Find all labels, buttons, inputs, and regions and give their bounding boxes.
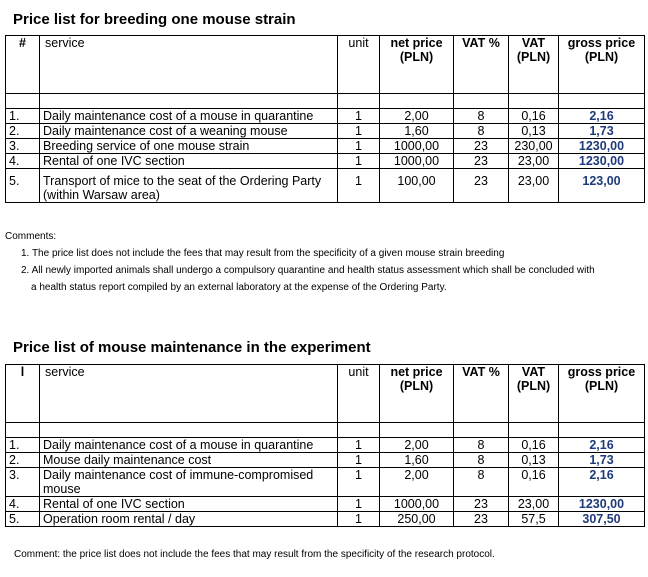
- table-cell: 5.: [6, 169, 40, 203]
- table-cell: 1230,00: [559, 497, 645, 512]
- table-cell: 0,16: [509, 109, 559, 124]
- table-cell: 2,00: [380, 109, 454, 124]
- header-net-price: net price (PLN): [380, 365, 454, 423]
- header-service: service: [40, 36, 338, 94]
- table-cell: [338, 423, 380, 438]
- table-cell: [454, 423, 509, 438]
- table-cell: [559, 94, 645, 109]
- header-vat-pct: VAT %: [454, 36, 509, 94]
- table-cell: [6, 423, 40, 438]
- table-cell: [559, 423, 645, 438]
- table-cell: 307,50: [559, 512, 645, 527]
- table-row: [6, 468, 645, 497]
- table-cell: 230,00: [509, 139, 559, 154]
- table-cell: 3.: [6, 139, 40, 154]
- header-unit: unit: [338, 365, 380, 423]
- table-cell: 1.: [6, 438, 40, 453]
- table-cell: 23,00: [509, 169, 559, 203]
- table-cell: 1: [338, 468, 380, 497]
- table-cell: 4.: [6, 497, 40, 512]
- table-cell: [380, 94, 454, 109]
- table-cell: 8: [454, 124, 509, 139]
- comments-section: [5, 228, 595, 296]
- table-cell: 5.: [6, 512, 40, 527]
- header-gross-price: gross price (PLN): [559, 36, 645, 94]
- table-row: [6, 109, 645, 124]
- spacer-row: [6, 423, 645, 438]
- table-cell: Daily maintenance cost of a mouse in quarantine: [40, 438, 338, 453]
- header-num: #: [6, 36, 40, 94]
- table-cell: 23: [454, 169, 509, 203]
- table-cell: 2,00: [380, 468, 454, 497]
- table-cell: [454, 94, 509, 109]
- table-cell: 1: [338, 438, 380, 453]
- table-cell: 1: [338, 154, 380, 169]
- table-cell: 1: [338, 453, 380, 468]
- breeding-price-table: [5, 35, 645, 203]
- table-cell: [509, 423, 559, 438]
- comment-item-1: 1. The price list does not include the fees that may result from the specificity of a given mouse strain breeding: [21, 248, 505, 259]
- table-cell: 1: [338, 109, 380, 124]
- table-cell: 23: [454, 139, 509, 154]
- table-cell: 1,73: [559, 124, 645, 139]
- table-cell: 100,00: [380, 169, 454, 203]
- table-cell: 2.: [6, 124, 40, 139]
- table-cell: 1,60: [380, 124, 454, 139]
- table-row: [6, 497, 645, 512]
- table-cell: 23: [454, 154, 509, 169]
- table-cell: 2,00: [380, 438, 454, 453]
- table2-title: Price list of mouse maintenance in the experiment: [13, 339, 371, 356]
- header-vat: VAT (PLN): [509, 365, 559, 423]
- table-cell: 8: [454, 438, 509, 453]
- maintenance-price-table: [5, 364, 645, 527]
- table-cell: 2,16: [559, 109, 645, 124]
- table-cell: 0,13: [509, 453, 559, 468]
- table-cell: 57,5: [509, 512, 559, 527]
- header-gross-price: gross price (PLN): [559, 365, 645, 423]
- table-cell: 1,60: [380, 453, 454, 468]
- spacer-row: [6, 94, 645, 109]
- table-cell: [40, 94, 338, 109]
- table-row: [6, 124, 645, 139]
- table-cell: Daily maintenance cost of a mouse in quarantine: [40, 109, 338, 124]
- table-cell: 0,16: [509, 468, 559, 497]
- table-cell: 250,00: [380, 512, 454, 527]
- table-row: [6, 139, 645, 154]
- header-vat-pct: VAT %: [454, 365, 509, 423]
- table-cell: [6, 94, 40, 109]
- table-cell: Operation room rental / day: [40, 512, 338, 527]
- table-cell: Daily maintenance cost of immune-compromised mouse: [40, 468, 338, 497]
- table-cell: Breeding service of one mouse strain: [40, 139, 338, 154]
- table-cell: 23: [454, 512, 509, 527]
- table-cell: Transport of mice to the seat of the Ordering Party (within Warsaw area): [40, 169, 338, 203]
- comments-label: Comments:: [5, 231, 57, 242]
- table-cell: 1: [338, 497, 380, 512]
- table-header-row: [6, 365, 645, 423]
- table-cell: 1000,00: [380, 154, 454, 169]
- table-cell: 23,00: [509, 497, 559, 512]
- header-vat: VAT (PLN): [509, 36, 559, 94]
- table-cell: Mouse daily maintenance cost: [40, 453, 338, 468]
- table-cell: 1230,00: [559, 154, 645, 169]
- table-cell: [40, 423, 338, 438]
- table-cell: 23: [454, 497, 509, 512]
- table-cell: 0,13: [509, 124, 559, 139]
- table-cell: 23,00: [509, 154, 559, 169]
- table1-title: Price list for breeding one mouse strain: [13, 11, 296, 28]
- header-service: service: [40, 365, 338, 423]
- table-row: [6, 438, 645, 453]
- table-cell: 1000,00: [380, 497, 454, 512]
- table-cell: 1: [338, 139, 380, 154]
- table-row: [6, 453, 645, 468]
- table-cell: 123,00: [559, 169, 645, 203]
- table-cell: 0,16: [509, 438, 559, 453]
- comment-item-2: 2. All newly imported animals shall undergo a compulsory quarantine and health status assessment which shall be concluded with: [21, 265, 595, 276]
- table-cell: 8: [454, 109, 509, 124]
- table-cell: 2,16: [559, 438, 645, 453]
- table-cell: [380, 423, 454, 438]
- table-cell: Daily maintenance cost of a weaning mouse: [40, 124, 338, 139]
- table-cell: 1: [338, 169, 380, 203]
- table-row: [6, 169, 645, 203]
- comment-item-2-cont: a health status report compiled by an external laboratory at the expense of the Ordering Party.: [31, 282, 447, 293]
- comment-research-protocol: Comment: the price list does not include the fees that may result from the specificity of the research protocol.: [14, 549, 495, 560]
- header-num: l: [6, 365, 40, 423]
- table-row: [6, 512, 645, 527]
- header-unit: unit: [338, 36, 380, 94]
- table-cell: 1000,00: [380, 139, 454, 154]
- table-cell: [509, 94, 559, 109]
- table-cell: 4.: [6, 154, 40, 169]
- table-cell: 2.: [6, 453, 40, 468]
- table-cell: 1: [338, 124, 380, 139]
- table-cell: 1: [338, 512, 380, 527]
- table-cell: Rental of one IVC section: [40, 154, 338, 169]
- table-cell: 1,73: [559, 453, 645, 468]
- table-cell: Rental of one IVC section: [40, 497, 338, 512]
- header-net-price: net price (PLN): [380, 36, 454, 94]
- table-cell: 1.: [6, 109, 40, 124]
- table-cell: 2,16: [559, 468, 645, 497]
- table-cell: 3.: [6, 468, 40, 497]
- table-row: [6, 154, 645, 169]
- table-cell: 8: [454, 468, 509, 497]
- table-header-row: [6, 36, 645, 94]
- table-cell: [338, 94, 380, 109]
- table-cell: 8: [454, 453, 509, 468]
- table-cell: 1230,00: [559, 139, 645, 154]
